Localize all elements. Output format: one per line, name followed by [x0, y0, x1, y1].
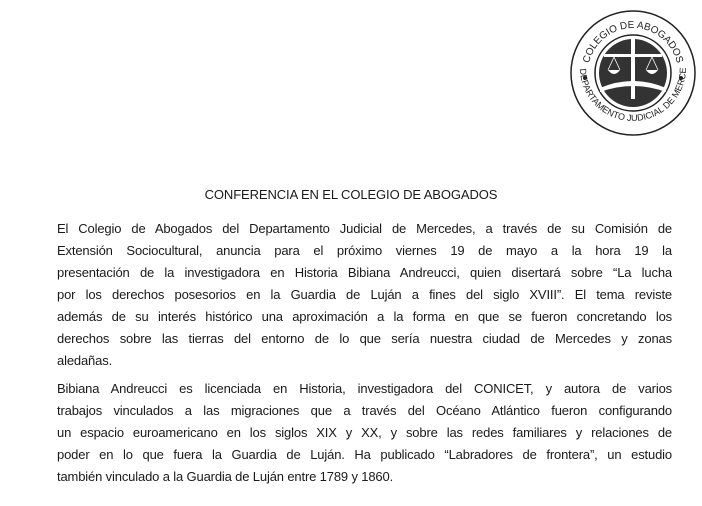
text-line: derechos sobre las tierras del entorno de lo que sería nuestra ciudad de Mercedes y zonas: [57, 331, 672, 346]
document-title: CONFERENCIA EN EL COLEGIO DE ABOGADOS: [204, 187, 498, 202]
text-line: El Colegio de Abogados del Departamento Judicial de Mercedes, a través de su Comisión de: [57, 221, 672, 236]
text-line: Bibiana Andreucci es licenciada en Historia, investigadora del CONICET, y autora de varios: [57, 381, 672, 396]
svg-text:COLEGIO DE ABOGADOS: COLEGIO DE ABOGADOS: [581, 19, 685, 65]
text-line: poder en lo que fuera la Guardia de Luján. Ha publicado “Labradores de frontera”, un estudio: [57, 447, 672, 462]
paragraph-1: [57, 218, 672, 372]
svg-text:DEL DEPARTAMENTO JUDICIAL DE M: DEPARTAMENTO JUDICIAL DE MERCE: [577, 67, 689, 124]
text-line: además de su interés histórico una aproximación a la forma en que se fueron concretando los: [57, 309, 672, 324]
text-line: presentación de la investigadora en Historia Bibiana Andreucci, quien disertará sobre “La lucha: [57, 265, 672, 280]
text-line: un espacio euroamericano en los siglos XIX y XX, y sobre las redes familiares y relaciones de: [57, 425, 672, 440]
text-line: Extensión Sociocultural, anuncia para el próximo viernes 19 de mayo a la hora 19 la: [57, 243, 672, 258]
text-line: trabajos vinculados a las migraciones que a través del Océano Atlántico fueron configurando: [57, 403, 672, 418]
seal-logo-icon: [568, 8, 698, 138]
colegio-de-abogados-seal: [568, 8, 698, 138]
paragraph-2: [57, 378, 672, 488]
text-line: aledañas.: [57, 353, 113, 368]
text-line: por los derechos posesorios en la Guardia de Luján a fines del siglo XVIII”. El tema reviste: [57, 287, 672, 302]
text-line: también vinculado a la Guardia de Luján entre 1789 y 1860.: [57, 469, 394, 484]
